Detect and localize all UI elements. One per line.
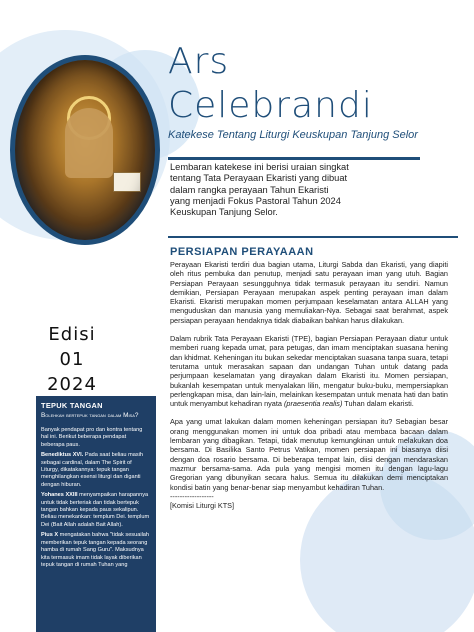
- sidebar-body: [41, 427, 151, 569]
- intro-text: Lembaran katekese ini berisi uraian singkat tentang Tata Perayaan Ekaristi yang dibuat dalam rangka perayaan Tahun Ekaristi yang menjadi Fokus Pastoral Tahun 2024 Keuskupan Tanjung Selor.: [170, 162, 349, 218]
- pope-name: Yohanes XXIII: [41, 492, 78, 499]
- article-paragraph-2: [170, 334, 448, 408]
- sidebar-subtitle: Bolehkah bertepuk tangan dalam Misa?: [41, 412, 139, 419]
- pope-name: Pius X: [41, 532, 59, 539]
- article-italic: (praesentia realis): [283, 399, 343, 409]
- title-divider: [168, 157, 420, 160]
- sidebar-paragraph: [41, 492, 151, 529]
- article-text: Tuhan dalam ekaristi.: [342, 399, 414, 409]
- page-title: [168, 40, 468, 128]
- article-divider: ------------------: [170, 491, 214, 501]
- edition-year: 2024: [47, 374, 97, 395]
- section-divider: [168, 236, 458, 238]
- sidebar-text: Pada saat beliau masih sebagai cardinal, dalam The Spirit of Liturgy, dikatakannya: tepuk tangan menghilangkan esensi liturgi dan diganti dengan hiburan.: [41, 452, 143, 488]
- title-line-2: Celebrandi: [168, 85, 373, 126]
- edition-number: 01: [59, 349, 85, 370]
- sidebar-paragraph: [41, 532, 151, 569]
- sidebar-title: TEPUK TANGAN: [41, 401, 103, 410]
- sidebar-text: menyampaikan harapannya untuk tidak berteriak dan tidak bertepuk tangan bahkan kepada paus sekalipun. Beliau menekankan: templum Dei. templum Dei (Bait Allah adalah Bait Allah).: [41, 492, 150, 528]
- pope-name: Benediktus XVI.: [41, 452, 84, 459]
- sidebar-box: [36, 396, 156, 632]
- article-paragraph-1: Perayaan Ekaristi terdiri dua bagian utama, Liturgi Sabda dan Ekaristi, yang diapiti oleh ritus pembuka dan penutup, menjadi satu perayaan iman yang utuh. Bagian Persiapan Perayaan sesungguhnya tidak termasuk perayaan itu sendiri. Namun demikian, Persiapan Perayaan merupakan aspek penting perayaan iman dalam Ekaristi. Ekaristi merupakan momen perjumpaan keselamatan antara ALLAH yang menguduskan dan manusia yang memuliakan-Nya. Sebagai saat berahmat, aspek persiapan perayaan hendaknya tidak diabaikan bahkan harus dilakukan.: [170, 260, 448, 325]
- article-paragraph-3: Apa yang umat lakukan dalam momen keheningan persiapan itu? Sebagian besar orang menggunakan momen ini untuk doa pribadi atau membaca bacaan dalam lembaran yang dibagikan. Tetapi, tidak menutup kemungkinan untuk melakukan doa bersama. Di Basilika Santo Petrus Vatikan, momen persiapan ini biasanya diisi dengan doa rosario bersama. Di beberapa tempat lain, diisi dengan mendaraskan mazmur bersama-sama. Ada pula yang mengisi momen itu dengan lagu-lagu Gregorian yang dibunyikan secara halus. Semua itu dilakukan demi menciptakan kondisi batin yang benar-benar siap menyambut kehadiran Tuhan.: [170, 417, 448, 492]
- sidebar-text: mengatakan bahwa "tidak sesuailah memberikan tepuk tangan kepada seorang hamba di rumah Sang Guru". Maksudnya kita termasuk imam tidak layak diberikan tepuk tangan di rumah Tuhan yang: [41, 532, 150, 568]
- article-text: Dalam rubrik Tata Perayaan Ekaristi (TPE), bagian Persiapan Perayaan diatur untuk memberi ruang kepada umat, para petugas, dan imam menciptakan suasana hening dan khidmat. Keheningan itu bukan sekedar menciptakan suasana tanpa suara, tetapi terutama untuk merasakan sapaan dan undangan Tuhan untuk datang pada perjumpaan keselamatan yang dirayakan dalam Ekaristi itu. Momen persiapan, bukanlah kesempatan untuk menyalakan lilin, mengatur buku-buku, mempersiapkan perlengkapan misa, dan lain-lain, melainkan kesempatan untuk menata hati dan batin untuk menyambut kehadiran nyata: [170, 334, 448, 409]
- sidebar-paragraph: [41, 452, 151, 489]
- sidebar-paragraph: Banyak pendapat pro dan kontra tentang hal ini. Berikut beberapa pendapat beberapa paus.: [41, 427, 143, 448]
- title-line-1: Ars: [168, 41, 230, 82]
- edition-block: [22, 322, 122, 397]
- page-subtitle: Katekese Tentang Liturgi Keuskupan Tanjung Selor: [168, 129, 418, 141]
- edition-label: Edisi: [48, 324, 96, 345]
- article-signature: [Komisi Liturgi KTS]: [170, 501, 235, 511]
- photo-rim: [15, 60, 155, 240]
- christ-mosaic-image: [10, 55, 160, 245]
- main-article: [170, 260, 448, 510]
- section-heading: PERSIAPAN PERAYAAAN: [170, 246, 314, 258]
